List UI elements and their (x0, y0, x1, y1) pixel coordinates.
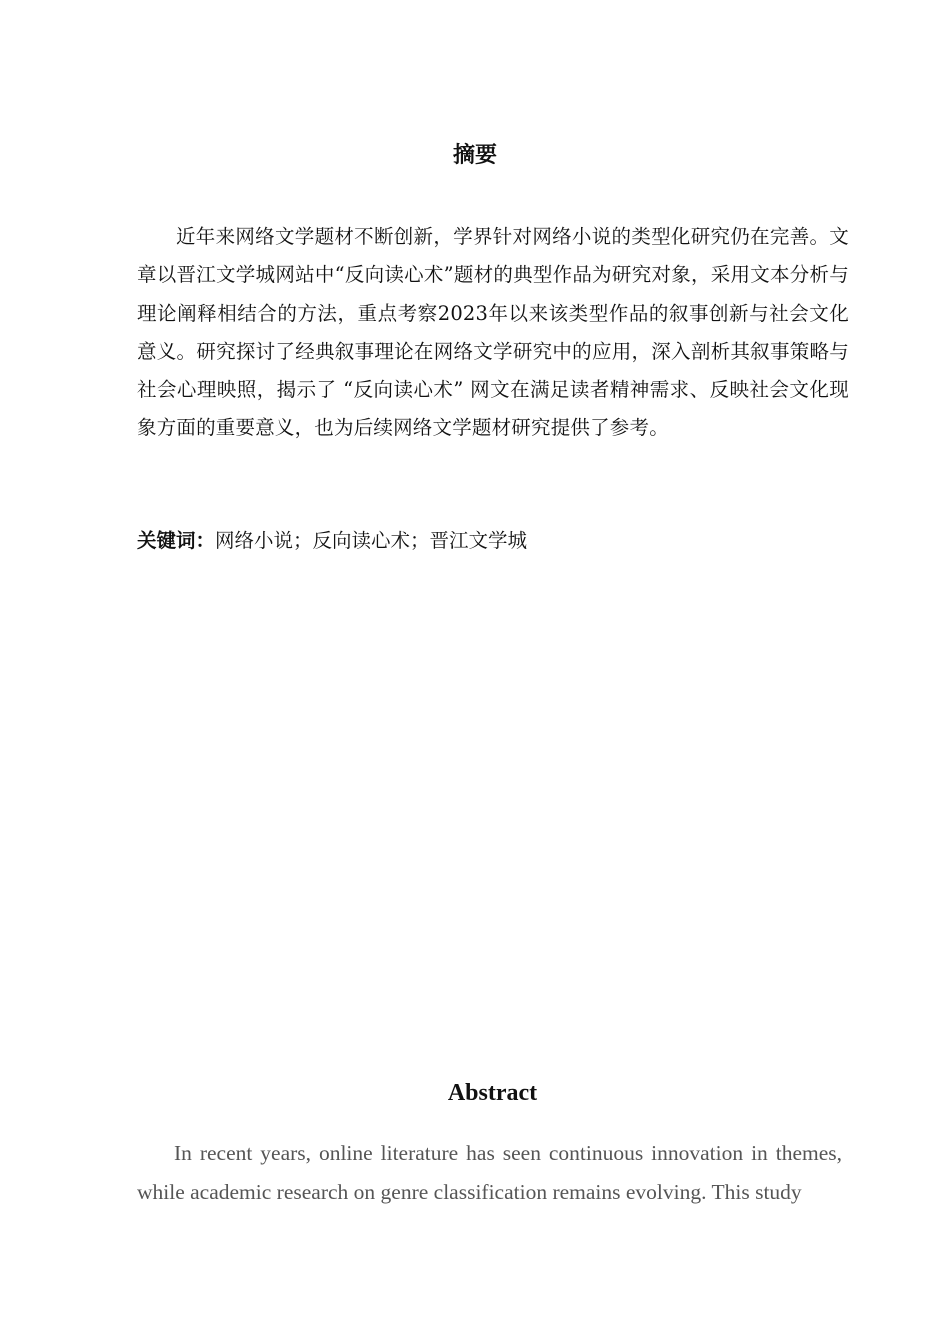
english-abstract-body: In recent years, online literature has seen continuous innovation in themes, while academic research on genre classification remains evolving. This study (137, 1141, 842, 1204)
english-abstract-title: Abstract (447, 1080, 538, 1106)
keywords-label: 关键词： (137, 529, 216, 552)
keywords-line (137, 523, 849, 560)
chinese-abstract-title: 摘要 (452, 143, 497, 168)
keywords-text: 网络小说；反向读心术；晋江文学城 (215, 529, 528, 552)
chinese-abstract-body: 近年来网络文学题材不断创新，学界针对网络小说的类型化研究仍在完善。文章以晋江文学城网站中“反向读心术”题材的典型作品为研究对象，采用文本分析与理论阐释相结合的方法，重点考察2023年以来该类型作品的叙事创新与社会文化意义。研究探讨了经典叙事理论在网络文学研究中的应用，深入剖析其叙事策略与社会心理映照，揭示了 “反向读心术” 网文在满足读者精神需求、反映社会文化现象方面的重要意义，也为后续网络文学题材研究提供了参考。 (137, 225, 849, 440)
